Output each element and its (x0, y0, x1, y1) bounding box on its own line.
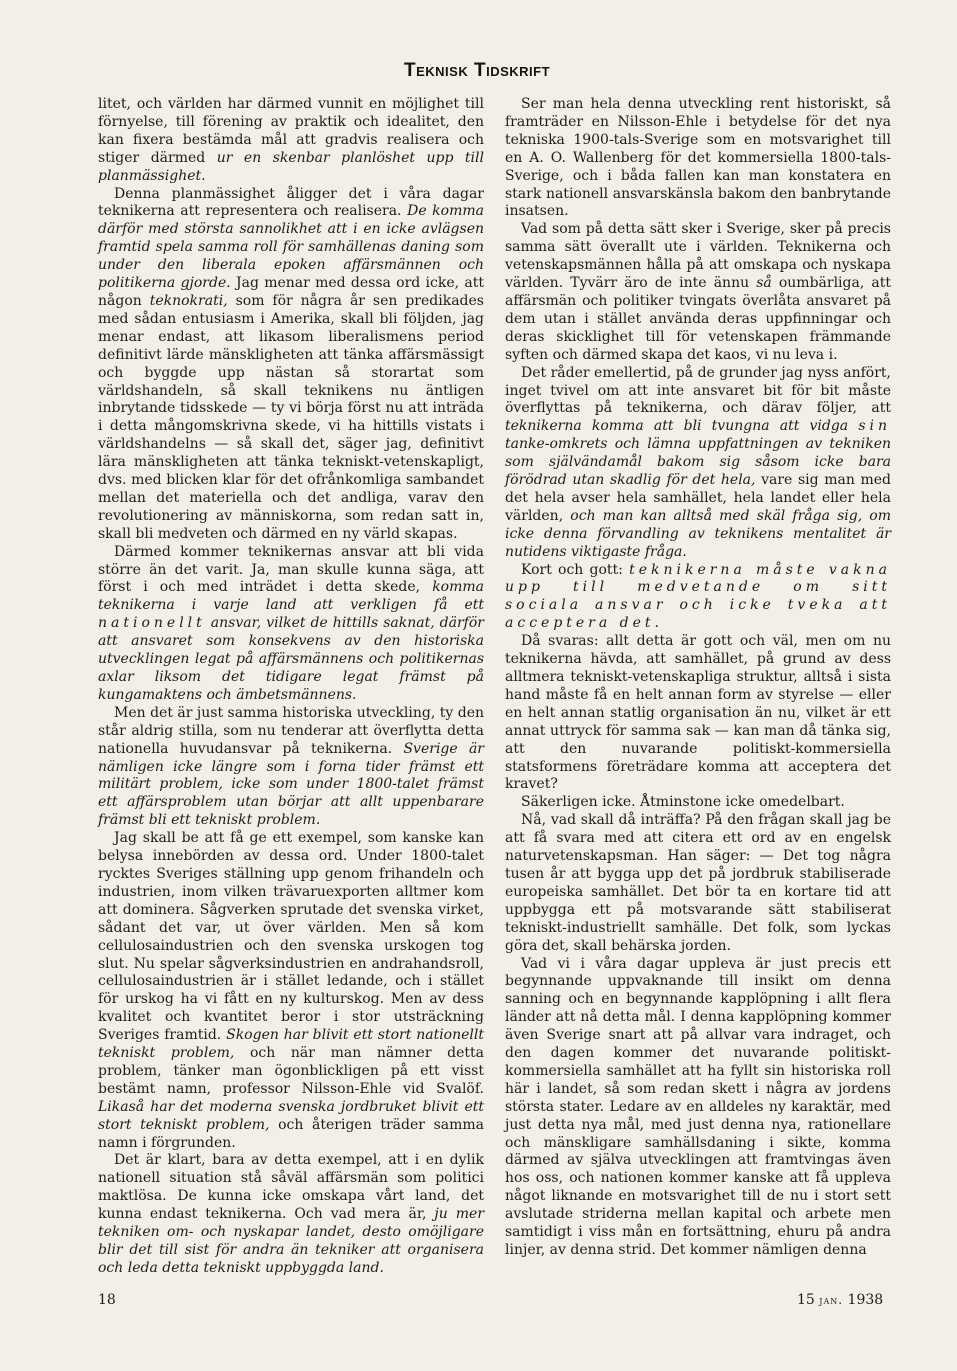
paragraph (505, 562, 891, 634)
text-run: Jag skall be att få ge ett exempel, som kanske kan belysa innebörden av dessa ord. Under 1800-talet rycktes Sveriges ställning upp genom frihandeln och industrien, inom vilken trävaruexporten alltmer kom att dominera. Sågverken sprutade det svenska virket, sådant det var, ut över världen. Men så kom cellulosaindustrien och den svenska urskogen tog slut. Nu spelar sågverksindustrien en andrahandsroll, cellulosaindustrien är i stället ledande, och i stället för urskog ha vi fått en ny kulturskog. Men av dess kvalitet och kvantitet beror i stor utsträckning Sveriges framtid. (98, 830, 484, 1044)
page-number: 18 (98, 1292, 116, 1308)
text-run: Säkerligen icke. Åtminstone icke omedelbart. (521, 794, 845, 811)
text-run: Jag menar med dessa ord icke, att någon (98, 275, 484, 309)
text-run: Därmed kommer teknikernas ansvar att bli vida större än det varit. Ja, man skulle kunna säga, att först i och med inträdet i detta skede, (98, 543, 484, 596)
paragraph (505, 365, 891, 562)
text-run: Ser man hela denna utveckling rent historiskt, så framträder en Nilsson-Ehle i betydelse för det nya tekniska 1900-tals-Sverige som en motsvarighet till en A. O. Wallenberg för det kommersiella 1800-tals-Sverige, och i båda fallen kan man konstatera en stark nationell ansvarskänsla bakom den banbrytande insatsen. (505, 96, 891, 220)
text-run: Nå, vad skall då inträffa? På den frågan skall jag be att få svara med att citera ett ord av en engelsk naturvetenskapsman. Han säger: — Det tog några tusen år att bygga upp det på jordbruk stabiliserade europeiska samhället. Det bör ta en kortare tid att uppbygga ett på motsvarande sätt stabiliserat tekniskt-industriellt samhälle. Det folk, som lyckas göra det, skall behärska jorden. (505, 812, 891, 954)
emphasis-text: tanke-omkrets och lämna uppfattningen av tekniken som självändamål bakom sig såsom icke bara förödrad utan skadlig för det hela, (505, 436, 891, 489)
text-run: Då svaras: allt detta är gott och väl, men om nu teknikerna hävda, att samhället, på grund av dess alltmera tekniskt-vetenskapliga struktur, alltså i sista hand måste få en helt annan form av styrelse — eller en helt annan statlig organisation än nu, vilket är ett annat uttryck för samma sak — kan man då tänka sig, att den nuvarande politiskt-kommersiella statsformens företrädare komma att acceptera det kravet? (505, 633, 891, 793)
left-column (98, 96, 484, 1278)
issue-date (797, 1292, 883, 1308)
emphasis-text: ju mer tekniken om- och nyskapar landet, desto omöjligare blir det till sist för andra än tekniker att organisera och leda detta tekniskt uppbyggda land. (98, 1206, 485, 1276)
masthead: Teknisk Tidskrift (404, 60, 551, 81)
text-run: Det råder emellertid, på de grunder jag nyss anfört, inget tvivel om att inte ansvaret bit för bit måste överflyttas på teknikerna, och därav följer, att (505, 364, 891, 417)
emphasis-text: så (756, 275, 772, 292)
paragraph (505, 633, 891, 794)
text-run: Vad som på detta sätt sker i Sverige, sker på precis samma sätt överallt ute i världen. Teknikerna och vetenskapsmännen hålla på att omskapa och nyskapa världen. Tyvärr äro de inte ännu (505, 221, 891, 292)
paragraph (98, 186, 484, 544)
emphasis-text: sin (858, 418, 891, 435)
text-run: Denna planmässighet åligger det i våra dagar teknikerna att representera och realisera. (98, 185, 484, 220)
text-run: litet, och världen har därmed vunnit en möjlighet till förnyelse, till förening av praktik och idealitet, den kan fixera bestämda mål att gradvis realisera och stiger därmed (98, 96, 484, 166)
paragraph (505, 812, 891, 955)
right-column (505, 96, 891, 1260)
text-run: Men det är just samma historiska utveckling, ty den står aldrig stilla, som nu tenderar att överflytta detta nationella huvudansvar på teknikerna. (98, 704, 485, 757)
emphasis-text: teknokrati, (149, 292, 228, 309)
text-run: som för några år sen predikades med sådan entusiasm i Amerika, skall bli följden, jag menar endast, att likasom liberalismens period definitivt lärde mänskligheten att tänka affärsmässigt och byggde upp nästan så storartat som världshandeln, så skall teknikens nu äntligen inbrytande tidsskede — ty vi börja först nu att inträda i detta mångomskrivna skede, vi ha hittills vistats i världshandelns — så skall det, säger jag, definitivt lära mänskligheten att tänka tekniskt-vetenskapligt, dvs. med blicken klar för det ofrånkomliga sambandet mellan det materiella och det andliga, varav den revolutionering av människorna, som redan satt in, skall bli medveten och därmed en ny värld skapas. (98, 292, 484, 542)
emphasis-text: nationellt (98, 615, 206, 632)
emphasis-text: ansvar, vilket de hittills saknat, därför att ansvaret som konsekvens av den historiska utvecklingen legat på affärsmännens och politikernas axlar liksom det tidigare legat främst på kungamaktens och ämbetsmännens. (98, 615, 484, 703)
text-run: Det är klart, bara av detta exempel, att i en dylik nationell situation stå såväl affärsmän som politici maktlösa. De kunna icke omskapa vårt land, det kunna endast teknikerna. Och vad mera är, (98, 1152, 484, 1223)
emphasis-text: teknikerna måste vakna upp till medvetande om sitt sociala ansvar och icke tveka att acceptera det. (505, 561, 892, 632)
issue-day: 15 (797, 1292, 815, 1308)
paragraph (98, 544, 484, 705)
emphasis-text: De komma därför med största sannolikhet att i en icke avlägsen framtid spela samma roll för samhällenas daning som under den liberala epoken affärsmännen och politikerna gjorde. (98, 203, 484, 292)
paragraph (505, 221, 891, 364)
text-run: oumbärliga, att affärsmän och politiker tvingats överlåta ansvaret på dem utan i stället använda deras uppfinningar och deras skicklighet till för vetenskapen främmande syften och därmed skapa det kaos, vi nu leva i. (505, 275, 892, 363)
emphasis-text: teknikerna komma att bli tvungna att vidga (505, 418, 859, 435)
paragraph (98, 96, 484, 186)
text-run: Vad vi i våra dagar uppleva är just precis ett begynnande uppvaknande till insikt om denna sanning och en begynnande kapplöpning i allt flera länder att nå detta mål. I denna kapplöpning kommer även Sverige snart att på allvar vara indraget, och den dagen kommer det nuvarande politiskt-kommersiella samhället att ha fyllt sin historiska roll här i landet, så som redan skett i några av jordens största stater. Ledare av en alldeles ny karaktär, med just detta nya mål, med just denna nya, rationellare och mänskligare samhällsdaning i sikte, komma därmed av själva utvecklingen att framtvingas även hos oss, och nationen kommer kanske att få uppleva något liknande en motsvarighet till de nu i stort sett avslutade striderna mellan kapital och arbete men samtidigt i viss mån en fortsättning, ehuru på andra linjer, av denna strid. Det kommer nämligen denna (505, 955, 891, 1258)
emphasis-text: komma teknikerna i varje land att verkligen få ett (98, 579, 484, 614)
text-run: och när man nämner detta problem, tänker man ögonblickligen på ett visst bestämt namn, professor Nilsson-Ehle vid Svalöf. (98, 1045, 484, 1097)
paragraph (98, 705, 484, 830)
emphasis-text: ur en skenbar planlöshet upp till planmässighet. (98, 149, 484, 184)
emphasis-text: Skogen har blivit ett stort nationellt tekniskt problem, (98, 1027, 484, 1062)
paragraph (98, 1152, 484, 1277)
emphasis-text: Sverige är nämligen icke längre som i forna tider främst ett militärt problem, icke som under 1800-talet främst ett affärsproblem utan börjar att allt uppenbarare främst bli ett tekniskt problem. (98, 740, 484, 829)
paragraph (98, 830, 484, 1152)
paragraph (505, 96, 891, 221)
text-run: vare sig man med det hela avser hela samhället, hela landet eller hela världen, (505, 472, 891, 524)
text-run: och återigen träder samma namn i förgrunden. (98, 1116, 484, 1151)
issue-year: 1938 (847, 1292, 884, 1308)
text-run: Kort och gott: (521, 561, 630, 578)
emphasis-text: och man kan alltså med skäl fråga sig, om icke denna förvandling av teknikens mentalitet är nutidens viktigaste fråga. (505, 507, 892, 560)
paragraph (505, 794, 891, 812)
emphasis-text: Likaså har det moderna svenska jordbruket blivit ett stort tekniskt problem, (98, 1098, 484, 1133)
paragraph (505, 956, 891, 1260)
issue-month: jan. (819, 1293, 844, 1307)
